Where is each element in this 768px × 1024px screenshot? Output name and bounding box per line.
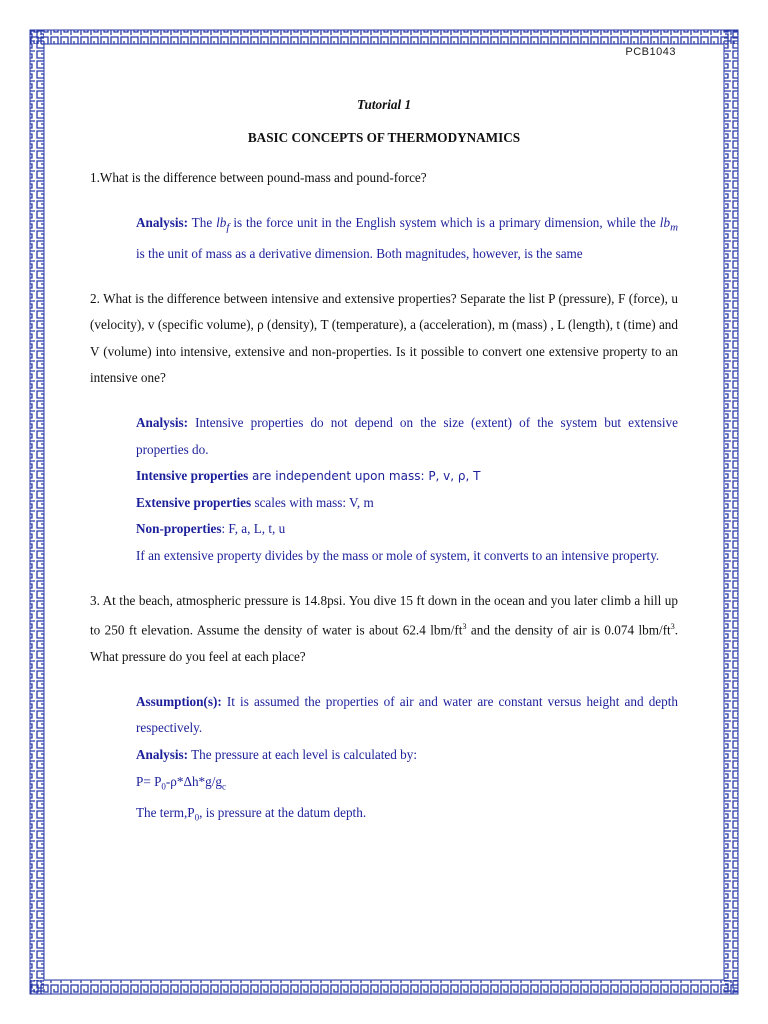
question-1: 1.What is the difference between pound-mass and pound-force? (90, 170, 427, 186)
answer-1: Analysis: The $lb_f$ is the force unit in the English system which is a primary dimension, while the $lb_m$ is the unit of mass as a derivative dimension. Both magnitudes, however, is the same (136, 214, 679, 262)
document-body (90, 92, 678, 831)
question-3: 3. At the beach, atmospheric pressure is 14.8psi. You dive 15 ft down in the ocean and you later climb a hill up to 250 ft elevation. Assume the density of water is about 62.4 lbm/$ft^3$ and the density of air is 0.074 lbm/$ft^3$. What pressure do you feel at each place? (90, 592, 679, 665)
answer-3: Assumption(s): It is assumed the properties of air and water are constant versus height and depth respectively. Analysis: The pressure at each level is calculated by: $P= P_0-\rho*\Delta h*g/g_c$ The $term,P_0$, is pressure at the datum depth. (136, 693, 678, 823)
question-2: 2. What is the difference between intensive and extensive properties? Separate the list P (pressure), F (force), u (velocity), v (specific volume), ρ (density), T (temperature), a (acceleration), m (mass) , L (length), t (time) and V (volume) into intensive, extensive and non-properties. Is it possible to convert one extensive property to an intensive one? (90, 290, 678, 386)
tutorial-title: Tutorial 1 (356, 97, 412, 112)
analysis-label: Analysis: (136, 414, 189, 430)
analysis-label: Analysis: (136, 214, 189, 230)
pressure-equation: $P= P_0-\rho*\Delta h*g/g_c$ (136, 773, 226, 792)
answer-2: Analysis: Intensive properties do not depend on the size (extent) of the system but extensive properties do. Intensive properties are independent upon mass: P, v, ρ, T Extensive properties scales with mass: V, m Non-properties: F, a, L, t, u If an extensive property divides by the mass or mole of system, it converts to an intensive property. (136, 414, 678, 563)
analysis-label: Analysis: (136, 746, 189, 762)
course-code: PCB1043 (625, 46, 676, 58)
page-title: BASIC CONCEPTS OF THERMODYNAMICS (247, 129, 521, 145)
